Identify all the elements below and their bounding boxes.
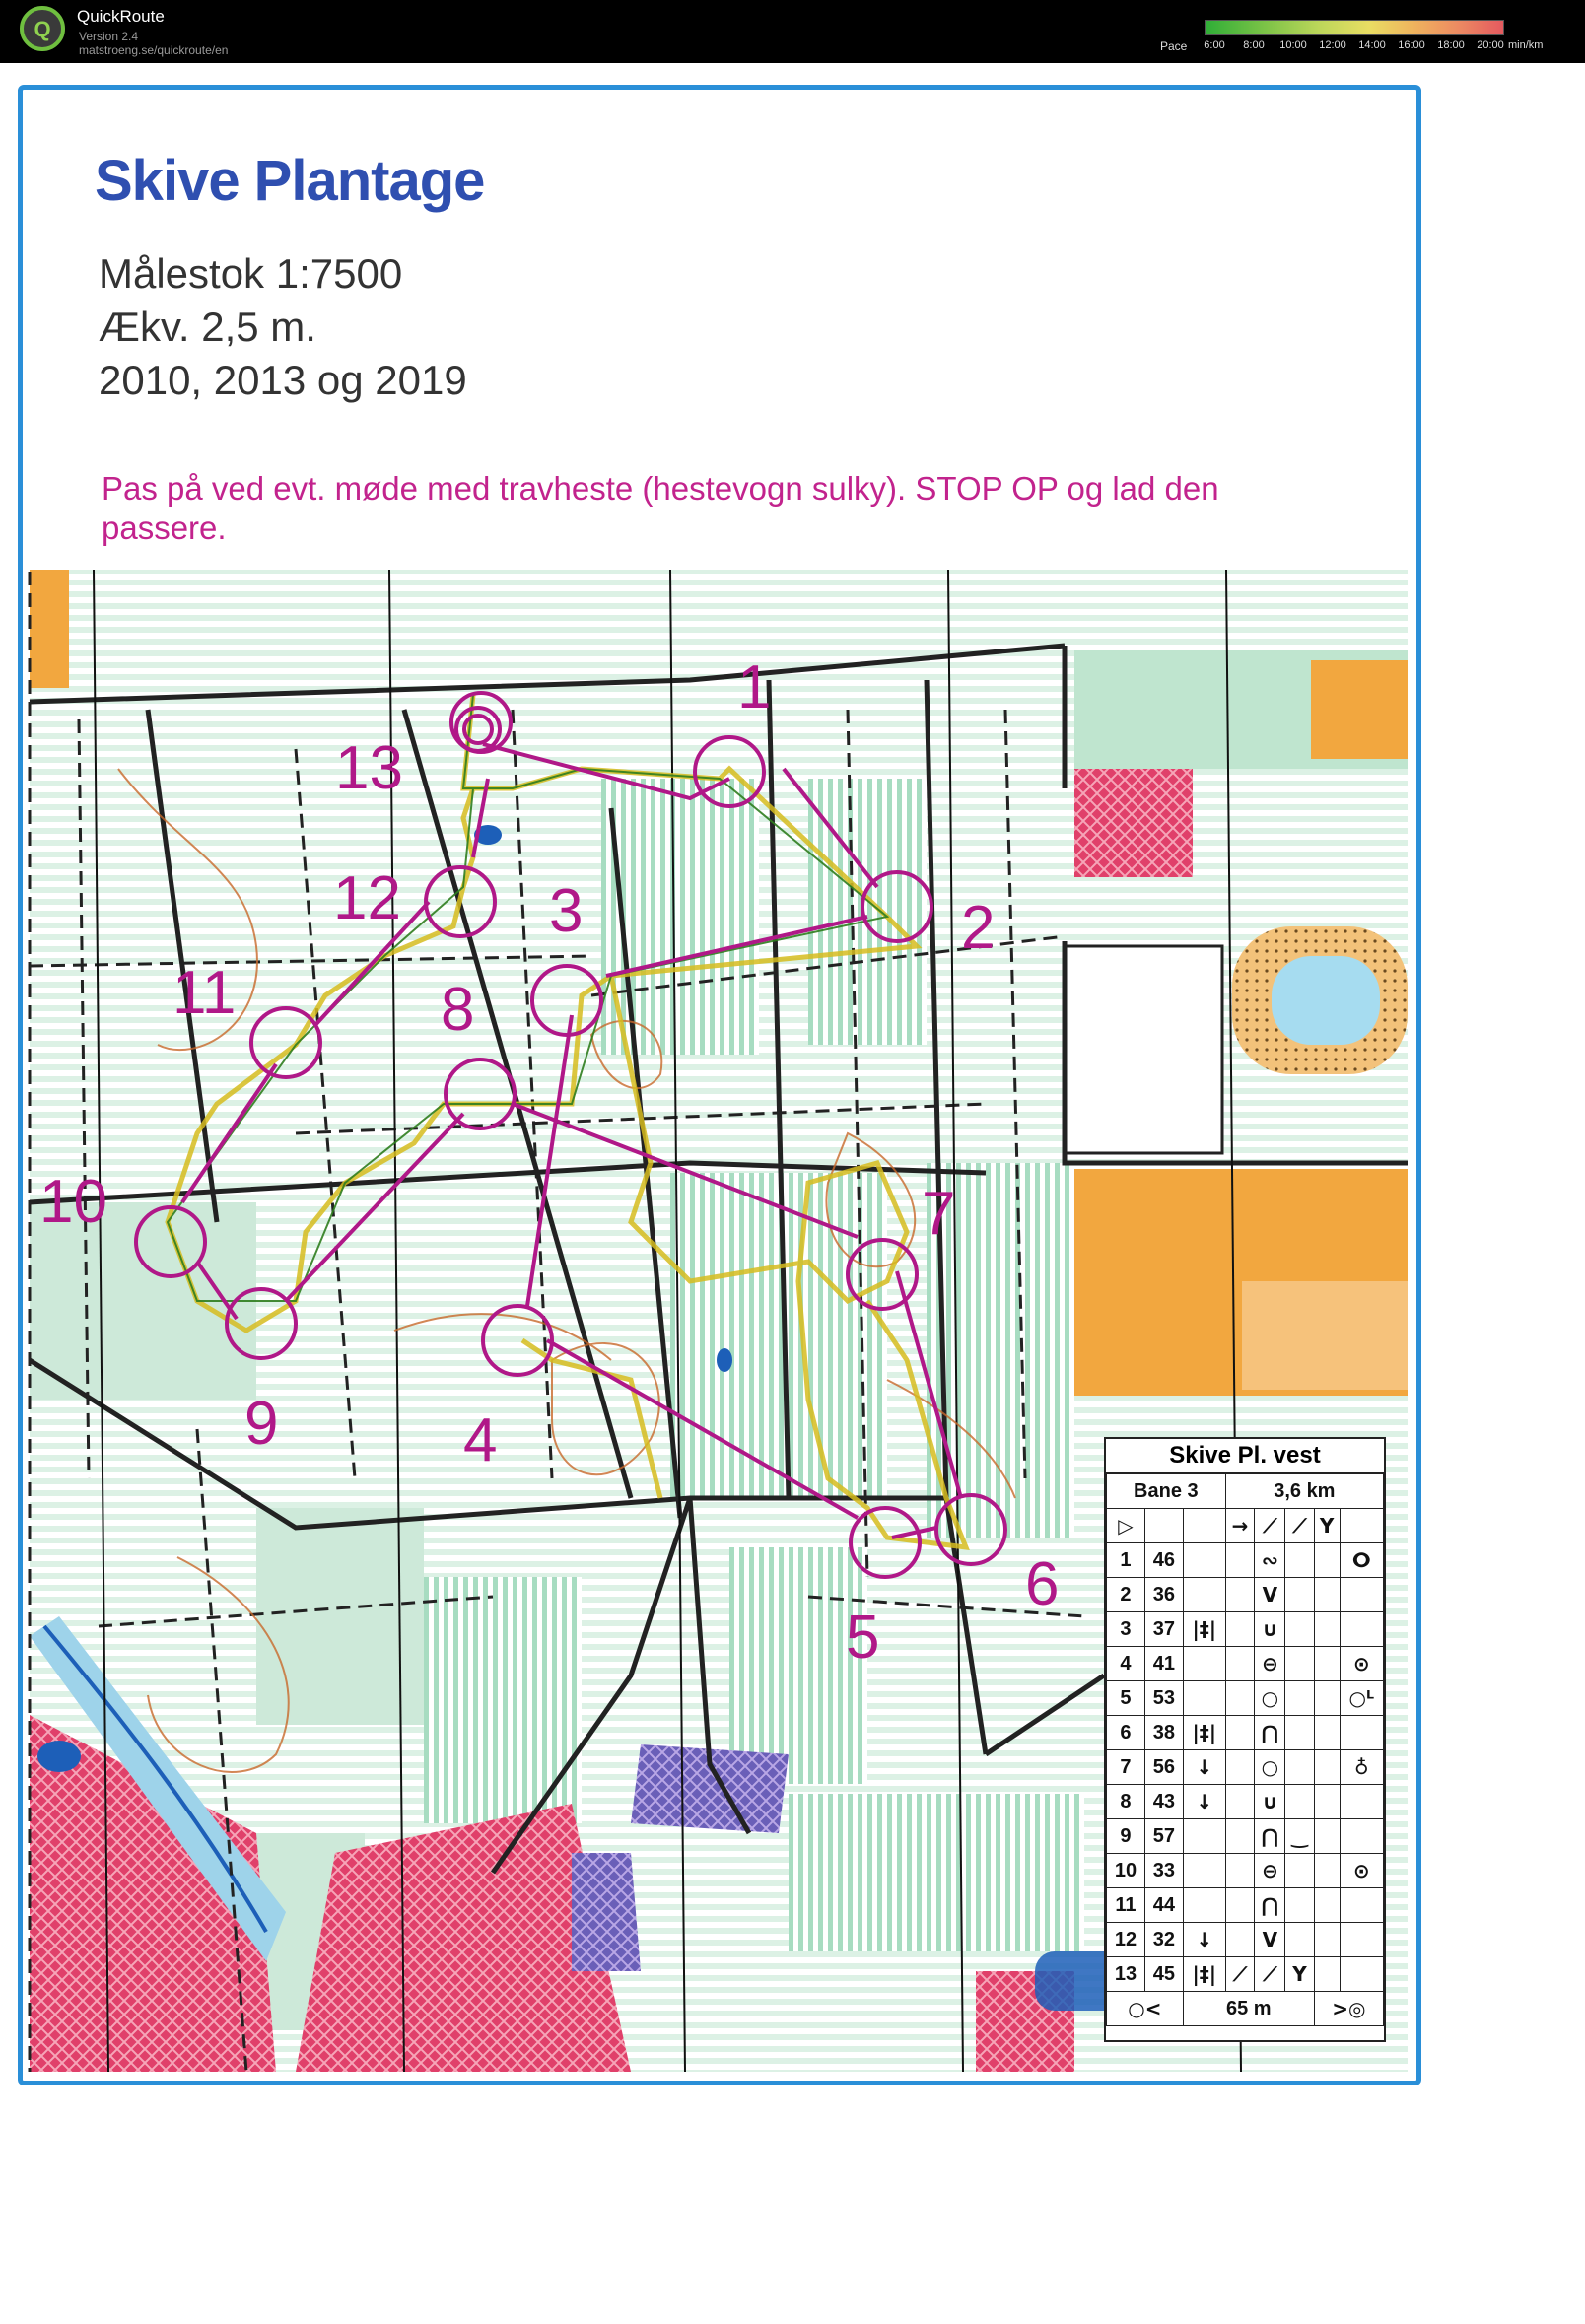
feature-icon: ∪ [1255,1612,1285,1647]
legend-row: 11 44 ⋂ [1107,1888,1384,1923]
position-icon: ♁ [1340,1750,1383,1785]
control-number-7: 7 [922,1180,956,1248]
legend-row: 2 36 V [1107,1578,1384,1612]
junction-icon: Y [1285,1957,1314,1992]
arrow-down-icon: ↓ [1183,1785,1225,1819]
forest-block [601,779,759,1055]
pace-tick: 18:00 [1437,39,1465,51]
control-number-10: 10 [39,1168,107,1236]
arrow-down-icon: ↓ [1183,1923,1225,1957]
thicket-icon: |‡| [1183,1716,1225,1750]
legend-row: 9 57 ⋂ ‿ [1107,1819,1384,1854]
legend-row: 8 43 ↓ ∪ [1107,1785,1384,1819]
legend-row: 10 33 ⊖ ⊙ [1107,1854,1384,1888]
control-number-9: 9 [244,1390,279,1458]
pace-tick: 20:00 [1477,39,1504,51]
position-icon: ⊙ [1340,1854,1383,1888]
finish-start-icon: ○< [1107,1992,1184,2026]
position-icon: ○ᴸ [1340,1681,1383,1716]
feature-icon: ⊖ [1255,1854,1285,1888]
map-scale: Målestok 1:7500 [99,250,403,297]
svg-text:Q: Q [34,17,51,41]
legend-row: 13 45 |‡| ⟋ ⟋ Y [1107,1957,1384,1992]
app-url-link[interactable]: matstroeng.se/quickroute/en [79,43,229,57]
feature-icon: ∪ [1255,1785,1285,1819]
path-icon: ⟋ [1225,1957,1255,1992]
control-number-13: 13 [335,734,403,802]
control-number-11: 11 [172,959,237,1027]
control-number-6: 6 [1025,1550,1060,1618]
map-title: Skive Plantage [95,149,485,213]
legend-length: 3,6 km [1225,1474,1383,1509]
legend-row: 3 37 |‡| ∪ [1107,1612,1384,1647]
pace-tick: 12:00 [1319,39,1346,51]
path-icon: ⟋ [1255,1509,1285,1543]
control-number-1: 1 [737,653,772,721]
path-icon: ⟋ [1285,1509,1314,1543]
control-description-table [1106,1473,1384,2026]
arrow-right-icon: → [1225,1509,1255,1543]
map-years: 2010, 2013 og 2019 [99,357,467,403]
pace-tick: 8:00 [1243,39,1265,51]
feature-icon: ○ [1255,1681,1285,1716]
junction-icon: Y [1314,1509,1340,1543]
feature-icon: ⊖ [1255,1647,1285,1681]
feature-icon: ∾ [1255,1543,1285,1578]
position-icon: ⊙ [1340,1647,1383,1681]
pace-unit: min/km [1508,39,1544,51]
thicket-icon: |‡| [1183,1612,1225,1647]
map-equidistance: Ækv. 2,5 m. [99,304,316,350]
app-version: Version 2.4 [79,30,139,43]
feature-icon: ⋂ [1255,1716,1285,1750]
arrow-down-icon: ↓ [1183,1750,1225,1785]
feature-icon: V [1255,1923,1285,1957]
thicket-icon: |‡| [1183,1957,1225,1992]
control-description-sheet [1104,1437,1386,2042]
finish-distance: 65 m [1183,1992,1314,2026]
control-number-4: 4 [463,1406,498,1474]
finish-icon: >◎ [1314,1992,1383,2026]
legend-row: 7 56 ↓ ○ ♁ [1107,1750,1384,1785]
legend-row: 12 32 ↓ V [1107,1923,1384,1957]
feature-icon: ○ [1255,1750,1285,1785]
control-number-3: 3 [549,877,584,945]
legend-row: 4 41 ⊖ ⊙ [1107,1647,1384,1681]
control-number-2: 2 [961,894,996,962]
position-icon: ⵔ [1340,1543,1383,1578]
legend-course: Bane 3 [1107,1474,1226,1509]
control-number-12: 12 [333,864,401,932]
feature-icon: ⋂ [1255,1888,1285,1923]
warning-line: Pas på ved evt. møde med travheste (hestevogn sulky). STOP OP og lad den [102,470,1219,507]
legend-event: Skive Pl. vest [1106,1439,1384,1473]
legend-row: 5 53 ○ ○ᴸ [1107,1681,1384,1716]
pace-tick: 16:00 [1398,39,1425,51]
app-title: QuickRoute [77,7,165,26]
warning-line: passere. [102,510,227,546]
pace-tick: 10:00 [1279,39,1307,51]
feature-icon: V [1255,1578,1285,1612]
pace-label: Pace [1160,39,1188,53]
legend-row: 6 38 |‡| ⋂ [1107,1716,1384,1750]
feature-icon: ⋂ [1255,1819,1285,1854]
settlement-area [1074,769,1193,877]
start-triangle-icon: ▷ [1107,1509,1145,1543]
legend-row: 1 46 ∾ ⵔ [1107,1543,1384,1578]
path-icon: ⟋ [1255,1957,1285,1992]
horse-warning-text [102,469,1334,548]
control-number-8: 8 [441,976,475,1044]
pace-tick: 6:00 [1204,39,1225,51]
pace-tick: 14:00 [1358,39,1386,51]
control-number-5: 5 [846,1604,880,1672]
